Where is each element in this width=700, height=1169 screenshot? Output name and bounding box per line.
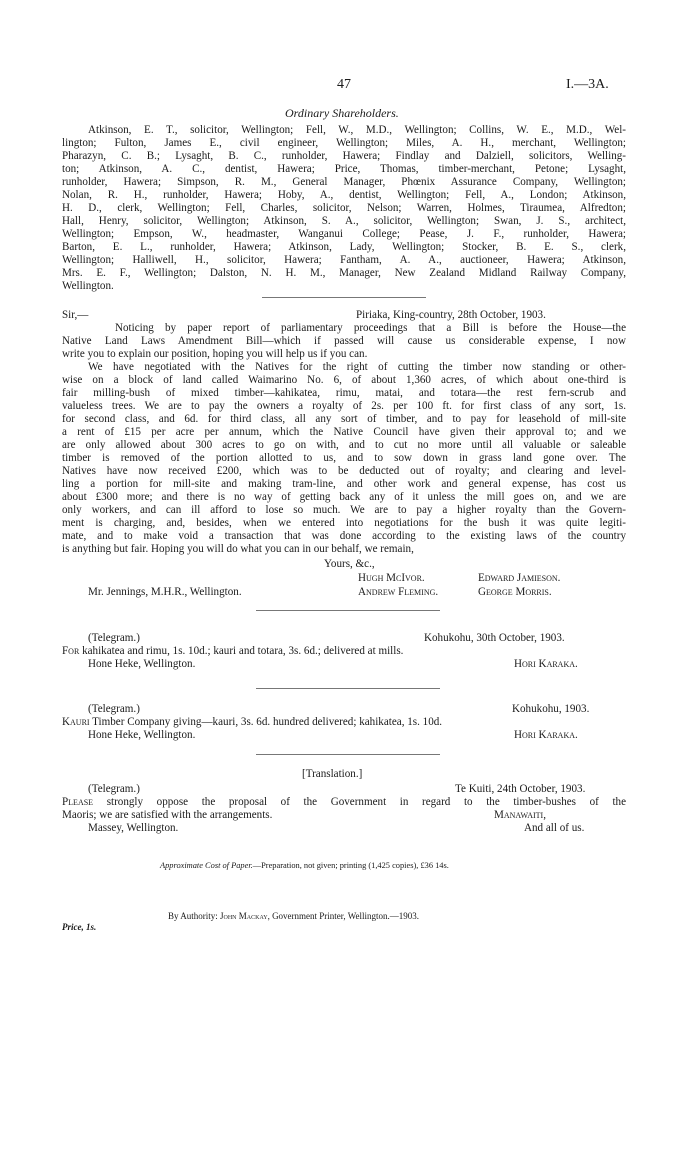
telegram-place-date: Kohukohu, 1903. bbox=[512, 703, 590, 715]
letter-line: are only allowed about 300 acres to go on with, and to cut no more until all valuable or saleable bbox=[62, 439, 626, 451]
telegram-lead-word: Please bbox=[62, 796, 94, 808]
telegram-message: kahikatea and rimu, 1s. 10d.; kauri and totara, 3s. 6d.; delivered at mills. bbox=[82, 645, 404, 657]
telegram-addressee: Hone Heke, Wellington. bbox=[88, 729, 196, 741]
telegram-text bbox=[62, 645, 403, 657]
letter-line: only workers, and can ill afford to lose so much. We are to pay a higher royalty than the Govern- bbox=[62, 504, 626, 516]
letter-place-date: Piriaka, King-country, 28th October, 1903. bbox=[356, 309, 546, 321]
translation-label: [Translation.] bbox=[302, 768, 363, 780]
shareholder-line: Wellington; Halliwell, H., solicitor, Hawera; Fantham, A. A., auctioneer, Hawera; Atkinson, bbox=[62, 254, 626, 266]
shareholder-line: Barton, E. L., runholder, Hawera; Atkinson, Lady, Wellington; Stocker, B. E. S., clerk, bbox=[62, 241, 626, 253]
printer-imprint bbox=[168, 911, 419, 921]
letter-closing: Yours, &c., bbox=[324, 558, 375, 570]
section-divider bbox=[256, 688, 440, 689]
telegram-signature: Manawaiti, bbox=[494, 809, 546, 821]
document-reference: I.—3A. bbox=[566, 77, 609, 92]
letter-line: about £300 more; and there is no way of getting back any of it unless the mill goes on, and we are bbox=[62, 491, 626, 503]
telegram-place-date: Te Kuiti, 24th October, 1903. bbox=[455, 783, 586, 795]
signatory: Andrew Fleming. bbox=[358, 586, 439, 598]
letter-line: mate, and to make void a transaction that was done according to the existing laws of the country bbox=[62, 530, 626, 542]
letter-line: fair milling-bush of mixed timber—kahikatea, rimu, matai, and totara—the rest fern-scrub and bbox=[62, 387, 626, 399]
letter-line: Native Land Laws Amendment Bill—which if passed will cause us considerable expense, I now bbox=[62, 335, 626, 347]
shareholder-line: Hall, Henry, solicitor, Wellington; Atkinson, S. A., solicitor, Wellington; Swan, J. S., architect, bbox=[62, 215, 626, 227]
shareholder-line: ton; Atkinson, A. C., dentist, Hawera; Price, Thomas, timber-merchant, Petone; Lysaght, bbox=[62, 163, 626, 175]
letter-line: is anything but fair. Hoping you will do what you can in our behalf, we remain, bbox=[62, 543, 414, 555]
letter-line: write you to explain our position, hoping you will help us if you can. bbox=[62, 348, 368, 360]
telegram-message: strongly oppose the proposal of the Government in regard to the timber-bushes of the bbox=[106, 796, 627, 808]
shareholder-line: Atkinson, E. T., solicitor, Wellington; Fell, W., M.D., Wellington; Collins, W. E., M.D., Wel- bbox=[88, 124, 626, 136]
cost-label: Approximate Cost of Paper. bbox=[160, 861, 253, 870]
letter-line: a rent of £15 per acre per annum, which the Native Council have given their approval to; and we bbox=[62, 426, 626, 438]
cost-text: —Preparation, not given; printing (1,425 copies), £36 14s. bbox=[252, 861, 449, 870]
letter-salutation: Sir,— bbox=[62, 309, 89, 321]
printer-name: John Mackay bbox=[220, 911, 268, 921]
letter-line: We have negotiated with the Natives for the right of cutting the timber now standing or other- bbox=[88, 361, 626, 373]
telegram-place-date: Kohukohu, 30th October, 1903. bbox=[424, 632, 565, 644]
telegram-label: (Telegram.) bbox=[88, 632, 140, 644]
letter-line: valueless trees. We are to pay the owners a royalty of 2s. per 100 ft. for first class of any sort, 1s. bbox=[62, 400, 626, 412]
telegram-text bbox=[62, 716, 442, 728]
telegram-addressee: Hone Heke, Wellington. bbox=[88, 658, 196, 670]
shareholder-line: Wellington. bbox=[62, 280, 114, 292]
section-divider bbox=[256, 754, 440, 755]
telegram-signature: Hori Karaka. bbox=[514, 729, 578, 741]
section-divider bbox=[262, 297, 426, 298]
letter-line: Noticing by paper report of parliamentary proceedings that a Bill is before the House—the bbox=[115, 322, 626, 334]
telegram-label: (Telegram.) bbox=[88, 783, 140, 795]
telegram-text bbox=[62, 796, 626, 809]
letter-line: wise on a block of land called Waimarino No. 6, of about 1,360 acres, of which about one-third is bbox=[62, 374, 626, 386]
letter-line: for second class, and 6d. for third class, all any sort of timber, and to pay for leasehold of mill-site bbox=[62, 413, 626, 425]
price: Price, 1s. bbox=[62, 922, 97, 932]
letter-line: ling a portion for mill-site and making tram-line, and other work and general expense, has cost us bbox=[62, 478, 626, 490]
telegram-lead-word: Kauri bbox=[62, 716, 90, 728]
shareholder-line: Mrs. E. F., Wellington; Dalston, N. H. M., Manager, New Zealand Midland Railway Company, bbox=[62, 267, 626, 279]
letter-line: timber is removed of the portion allotted to us, and to sow down in grass land gone over. The bbox=[62, 452, 626, 464]
shareholders-heading: Ordinary Shareholders. bbox=[285, 106, 399, 120]
telegram-message: Maoris; we are satisfied with the arrangements. bbox=[62, 809, 273, 821]
shareholder-line: runholder, Hawera; Simpson, R. M., General Manager, Phœnix Assurance Company, Wellington; bbox=[62, 176, 626, 188]
telegram-label: (Telegram.) bbox=[88, 703, 140, 715]
signatory: Hugh McIvor. bbox=[358, 572, 425, 584]
shareholder-line: Nolan, R. H., runholder, Hawera; Hoby, A., dentist, Wellington; Fell, A., London; Atkinson, bbox=[62, 189, 626, 201]
telegram-lead-word: For bbox=[62, 645, 80, 657]
telegram-addressee: Massey, Wellington. bbox=[88, 822, 179, 834]
letter-line: Natives have now received £200, which was to be deducted out of royalty; and clearing and level- bbox=[62, 465, 626, 477]
telegram-message: Timber Company giving—kauri, 3s. 6d. hundred delivered; kahikatea, 1s. 10d. bbox=[92, 716, 443, 728]
shareholder-line: Wellington; Empson, W., headmaster, Wanganui College; Pease, J. F., runholder, Hawera; bbox=[62, 228, 626, 240]
authority-suffix: , Government Printer, Wellington.—1903. bbox=[267, 911, 420, 921]
shareholder-line: Pharazyn, C. B.; Lysaght, B. C., runholder, Hawera; Findlay and Dalziell, solicitors, Welling- bbox=[62, 150, 626, 162]
authority-prefix: By Authority: bbox=[168, 911, 218, 921]
telegram-closing: And all of us. bbox=[524, 822, 585, 834]
shareholder-line: lington; Fulton, James E., civil engineer, Wellington; Miles, A. H., merchant, Wellington; bbox=[62, 137, 626, 149]
page-number: 47 bbox=[337, 77, 351, 92]
letter-addressee: Mr. Jennings, M.H.R., Wellington. bbox=[88, 586, 242, 598]
signatory: George Morris. bbox=[478, 586, 552, 598]
signatory: Edward Jamieson. bbox=[478, 572, 561, 584]
cost-note bbox=[160, 861, 449, 870]
shareholder-line: H. D., clerk, Wellington; Fell, Charles, solicitor, Nelson; Warren, Holmes, Tiraumea, Alfredton; bbox=[62, 202, 626, 214]
section-divider bbox=[256, 610, 440, 611]
letter-line: ment is charging, and, besides, when we entered into negotiations for the bush it was quite legiti- bbox=[62, 517, 626, 529]
telegram-signature: Hori Karaka. bbox=[514, 658, 578, 670]
